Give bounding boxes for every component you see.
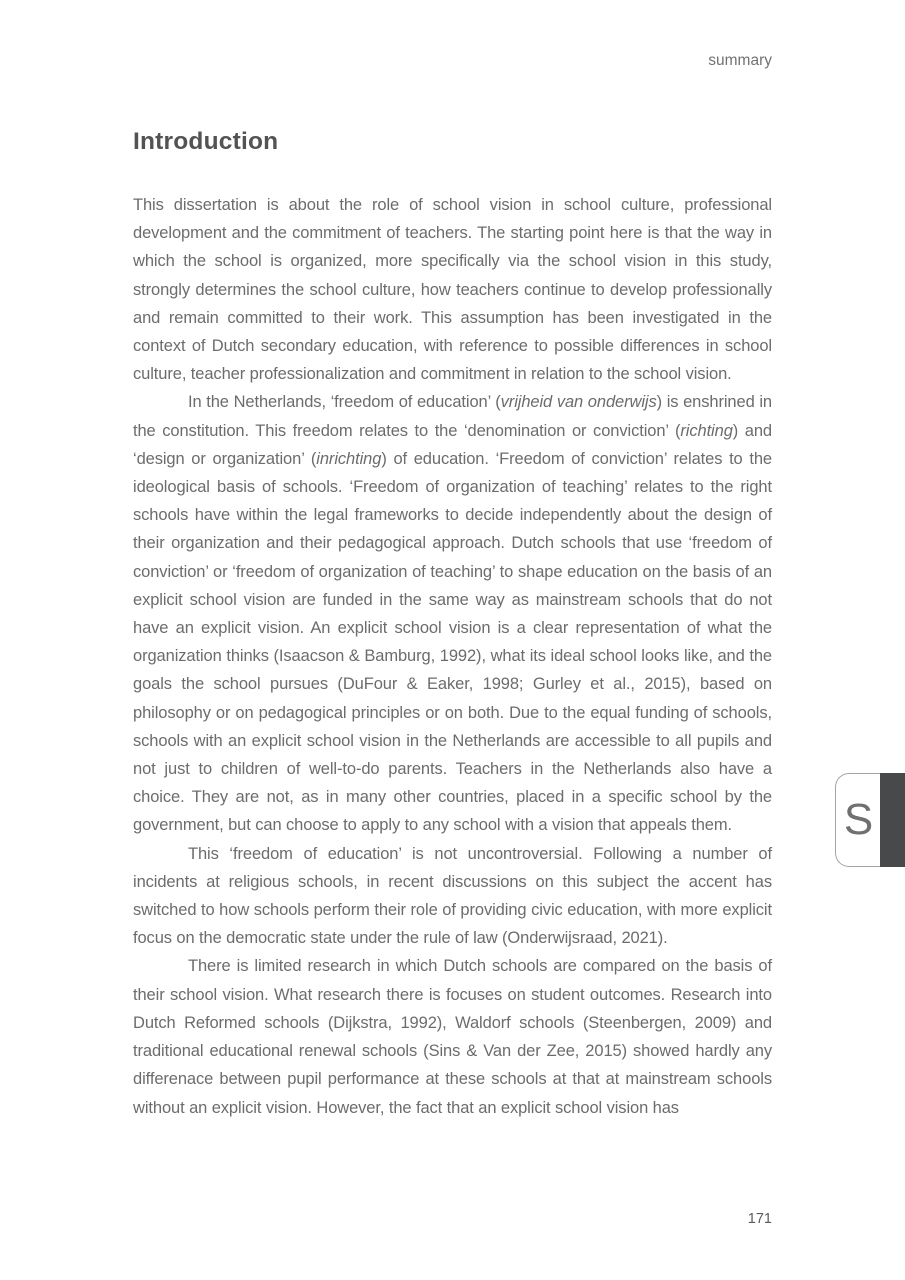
paragraph [133,952,772,1121]
section-thumb-tab [835,773,905,867]
paragraph [133,388,772,839]
section-tab-letter: S [843,795,874,844]
paragraph [133,191,772,388]
text-run: In the Netherlands, ‘freedom of education’ ( [188,393,501,412]
text-run: ) of education. ‘Freedom of conviction’ relates to the ideological basis of schools. ‘Freedom of organization of teaching’ relates to the right schools have within the legal frameworks to decide independently about the design of their organization and their pedagogical approach. Dutch schools that use ‘freedom of conviction’ or ‘freedom of organization of teaching’ to shape education on the basis of an explicit school vision are funded in the same way as mainstream schools that do not have an explicit vision. An explicit school vision is a clear representation of what the organization thinks (Isaacson & Bamburg, 1992), what its ideal school looks like, and the goals the school pursues (DuFour & Eaker, 1998; Gurley et al., 2015), based on philosophy or on pedagogical principles or on both. Due to the equal funding of schools, schools with an explicit school vision in the Netherlands are accessible to all pupils and not just to children of well-to-do parents. Teachers in the Netherlands also have a choice. They are not, as in many other countries, placed in a specific school by the government, but can choose to apply to any school with a vision that appeals them. [133,449,772,835]
text-run: ) and ‘design or organization’ ( [133,421,773,468]
italic-run: inrichting [316,449,382,468]
text-run: There is limited research in which Dutch schools are compared on the basis of their school vision. What research there is focuses on student outcomes. Research into Dutch Reformed schools (Dijkstra, 1992), Waldorf schools (Steenbergen, 2009) and traditional educational renewal schools (Sins & Van der Zee, 2015) showed hardly any differenace between pupil performance at these schools at that at mainstream schools without an explicit vision. However, the fact that an explicit school vision has [133,957,772,1117]
body-text [133,191,772,1122]
tab-color-block [880,773,905,867]
italic-run: richting [680,421,733,440]
italic-run: vrijheid van onderwijs [500,393,657,412]
paragraph [133,840,772,953]
text-run: This dissertation is about the role of school vision in school culture, professional development and the commitment of teachers. The starting point here is that the way in which the school is organized, more specifically via the school vision in this study, strongly determines the school culture, how teachers continue to develop professionally and remain committed to their work. This assumption has been investigated in the context of Dutch secondary education, with reference to possible differences in school culture, teacher professionalization and commitment in relation to the school vision. [133,196,772,384]
section-heading: Introduction [133,128,279,155]
running-head: summary [708,52,772,69]
text-run: ) is enshrined in the constitution. This freedom relates to the ‘denomination or conviction’ ( [133,393,772,440]
page-number: 171 [747,1211,772,1227]
text-run: This ‘freedom of education’ is not uncontroversial. Following a number of incidents at religious schools, in recent discussions on this subject the accent has switched to how schools perform their role of providing civic education, with more explicit focus on the democratic state under the rule of law (Onderwijsraad, 2021). [133,844,772,948]
